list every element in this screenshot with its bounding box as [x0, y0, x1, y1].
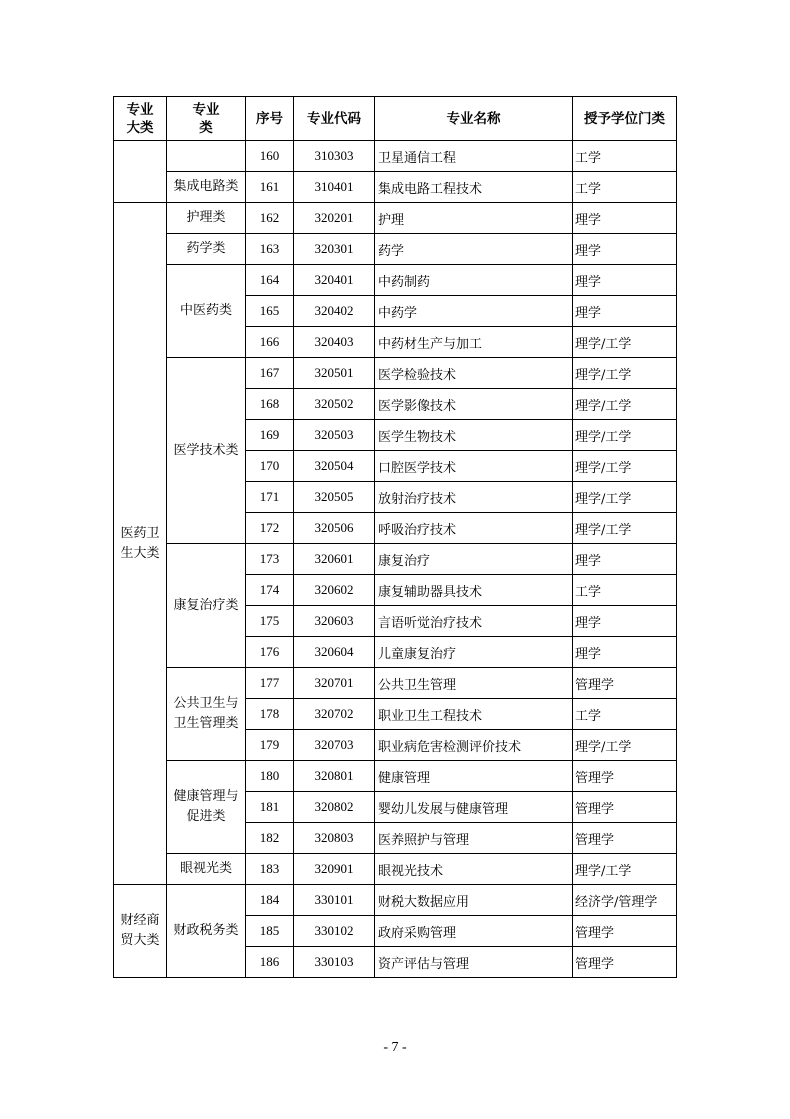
- name-cell: 护理: [375, 203, 573, 234]
- code-cell: 320901: [294, 854, 375, 885]
- degree-cell: 理学/工学: [573, 730, 677, 761]
- seq-cell: 178: [246, 699, 294, 730]
- major-cell: 财经商 贸大类: [114, 885, 167, 978]
- header-row: [114, 97, 677, 141]
- degree-cell: 理学: [573, 606, 677, 637]
- code-cell: 320603: [294, 606, 375, 637]
- table-body: [114, 141, 677, 978]
- code-cell: 310303: [294, 141, 375, 172]
- code-cell: 320703: [294, 730, 375, 761]
- seq-cell: 169: [246, 420, 294, 451]
- code-cell: 320505: [294, 482, 375, 513]
- name-cell: 口腔医学技术: [375, 451, 573, 482]
- category-cell: 健康管理与 促进类: [167, 761, 246, 854]
- code-cell: 320201: [294, 203, 375, 234]
- seq-cell: 174: [246, 575, 294, 606]
- code-cell: 310401: [294, 172, 375, 203]
- name-cell: 健康管理: [375, 761, 573, 792]
- table-row: [114, 172, 677, 203]
- degree-cell: 理学/工学: [573, 513, 677, 544]
- name-cell: 医学检验技术: [375, 358, 573, 389]
- seq-cell: 179: [246, 730, 294, 761]
- degree-cell: 管理学: [573, 916, 677, 947]
- table-row: [114, 358, 677, 389]
- code-cell: 320801: [294, 761, 375, 792]
- name-cell: 呼吸治疗技术: [375, 513, 573, 544]
- seq-cell: 172: [246, 513, 294, 544]
- seq-cell: 162: [246, 203, 294, 234]
- degree-cell: 理学/工学: [573, 420, 677, 451]
- seq-cell: 181: [246, 792, 294, 823]
- name-cell: 医学影像技术: [375, 389, 573, 420]
- name-cell: 中药学: [375, 296, 573, 327]
- degree-cell: 管理学: [573, 823, 677, 854]
- degree-cell: 理学/工学: [573, 482, 677, 513]
- seq-cell: 163: [246, 234, 294, 265]
- code-cell: 320701: [294, 668, 375, 699]
- degree-cell: 理学: [573, 265, 677, 296]
- degree-cell: 理学: [573, 234, 677, 265]
- degree-cell: 理学: [573, 296, 677, 327]
- header-major: 专业 大类: [114, 97, 167, 141]
- table-row: [114, 761, 677, 792]
- code-cell: 330102: [294, 916, 375, 947]
- table-row: [114, 203, 677, 234]
- name-cell: 政府采购管理: [375, 916, 573, 947]
- major-catalog-table: [113, 96, 677, 978]
- seq-cell: 165: [246, 296, 294, 327]
- name-cell: 公共卫生管理: [375, 668, 573, 699]
- category-cell: 药学类: [167, 234, 246, 265]
- name-cell: 资产评估与管理: [375, 947, 573, 978]
- degree-cell: 管理学: [573, 761, 677, 792]
- code-cell: 320601: [294, 544, 375, 575]
- code-cell: 320504: [294, 451, 375, 482]
- degree-cell: 理学/工学: [573, 358, 677, 389]
- code-cell: 320803: [294, 823, 375, 854]
- degree-cell: 理学/工学: [573, 854, 677, 885]
- table-row: [114, 141, 677, 172]
- degree-cell: 理学: [573, 203, 677, 234]
- category-cell: 护理类: [167, 203, 246, 234]
- header-seq: 序号: [246, 97, 294, 141]
- code-cell: 320802: [294, 792, 375, 823]
- degree-cell: 理学: [573, 544, 677, 575]
- seq-cell: 175: [246, 606, 294, 637]
- name-cell: 康复治疗: [375, 544, 573, 575]
- name-cell: 药学: [375, 234, 573, 265]
- code-cell: 320503: [294, 420, 375, 451]
- seq-cell: 160: [246, 141, 294, 172]
- seq-cell: 186: [246, 947, 294, 978]
- seq-cell: 167: [246, 358, 294, 389]
- category-cell: 集成电路类: [167, 172, 246, 203]
- name-cell: 医学生物技术: [375, 420, 573, 451]
- seq-cell: 168: [246, 389, 294, 420]
- name-cell: 中药材生产与加工: [375, 327, 573, 358]
- page-number: - 7 -: [383, 1040, 407, 1055]
- seq-cell: 184: [246, 885, 294, 916]
- code-cell: 330103: [294, 947, 375, 978]
- name-cell: 康复辅助器具技术: [375, 575, 573, 606]
- name-cell: 放射治疗技术: [375, 482, 573, 513]
- degree-cell: 理学/工学: [573, 451, 677, 482]
- name-cell: 中药制药: [375, 265, 573, 296]
- table-row: [114, 885, 677, 916]
- name-cell: 言语听觉治疗技术: [375, 606, 573, 637]
- name-cell: 职业卫生工程技术: [375, 699, 573, 730]
- code-cell: 320501: [294, 358, 375, 389]
- seq-cell: 180: [246, 761, 294, 792]
- code-cell: 320301: [294, 234, 375, 265]
- seq-cell: 177: [246, 668, 294, 699]
- header-name: 专业名称: [375, 97, 573, 141]
- code-cell: 330101: [294, 885, 375, 916]
- seq-cell: 166: [246, 327, 294, 358]
- category-cell: 财政税务类: [167, 885, 246, 978]
- seq-cell: 161: [246, 172, 294, 203]
- code-cell: 320602: [294, 575, 375, 606]
- code-cell: 320403: [294, 327, 375, 358]
- table-row: [114, 265, 677, 296]
- degree-cell: 工学: [573, 699, 677, 730]
- degree-cell: 理学/工学: [573, 327, 677, 358]
- header-category: 专业 类: [167, 97, 246, 141]
- code-cell: 320401: [294, 265, 375, 296]
- category-cell: [167, 141, 246, 172]
- name-cell: 财税大数据应用: [375, 885, 573, 916]
- table-row: [114, 544, 677, 575]
- category-cell: 眼视光类: [167, 854, 246, 885]
- category-cell: 康复治疗类: [167, 544, 246, 668]
- degree-cell: 管理学: [573, 668, 677, 699]
- header-code: 专业代码: [294, 97, 375, 141]
- seq-cell: 173: [246, 544, 294, 575]
- name-cell: 职业病危害检测评价技术: [375, 730, 573, 761]
- degree-cell: 理学: [573, 637, 677, 668]
- degree-cell: 管理学: [573, 792, 677, 823]
- table-row: [114, 234, 677, 265]
- degree-cell: 工学: [573, 172, 677, 203]
- category-cell: 中医药类: [167, 265, 246, 358]
- degree-cell: 理学/工学: [573, 389, 677, 420]
- name-cell: 儿童康复治疗: [375, 637, 573, 668]
- table-row: [114, 668, 677, 699]
- table-row: [114, 854, 677, 885]
- name-cell: 集成电路工程技术: [375, 172, 573, 203]
- category-cell: 公共卫生与 卫生管理类: [167, 668, 246, 761]
- seq-cell: 171: [246, 482, 294, 513]
- seq-cell: 183: [246, 854, 294, 885]
- name-cell: 卫星通信工程: [375, 141, 573, 172]
- degree-cell: 经济学/管理学: [573, 885, 677, 916]
- code-cell: 320702: [294, 699, 375, 730]
- name-cell: 医养照护与管理: [375, 823, 573, 854]
- seq-cell: 176: [246, 637, 294, 668]
- code-cell: 320402: [294, 296, 375, 327]
- seq-cell: 170: [246, 451, 294, 482]
- name-cell: 婴幼儿发展与健康管理: [375, 792, 573, 823]
- major-cell: [114, 141, 167, 203]
- degree-cell: 管理学: [573, 947, 677, 978]
- seq-cell: 185: [246, 916, 294, 947]
- header-degree: 授予学位门类: [573, 97, 677, 141]
- code-cell: 320506: [294, 513, 375, 544]
- degree-cell: 工学: [573, 575, 677, 606]
- code-cell: 320502: [294, 389, 375, 420]
- seq-cell: 182: [246, 823, 294, 854]
- category-cell: 医学技术类: [167, 358, 246, 544]
- name-cell: 眼视光技术: [375, 854, 573, 885]
- code-cell: 320604: [294, 637, 375, 668]
- seq-cell: 164: [246, 265, 294, 296]
- major-cell: 医药卫 生大类: [114, 203, 167, 885]
- degree-cell: 工学: [573, 141, 677, 172]
